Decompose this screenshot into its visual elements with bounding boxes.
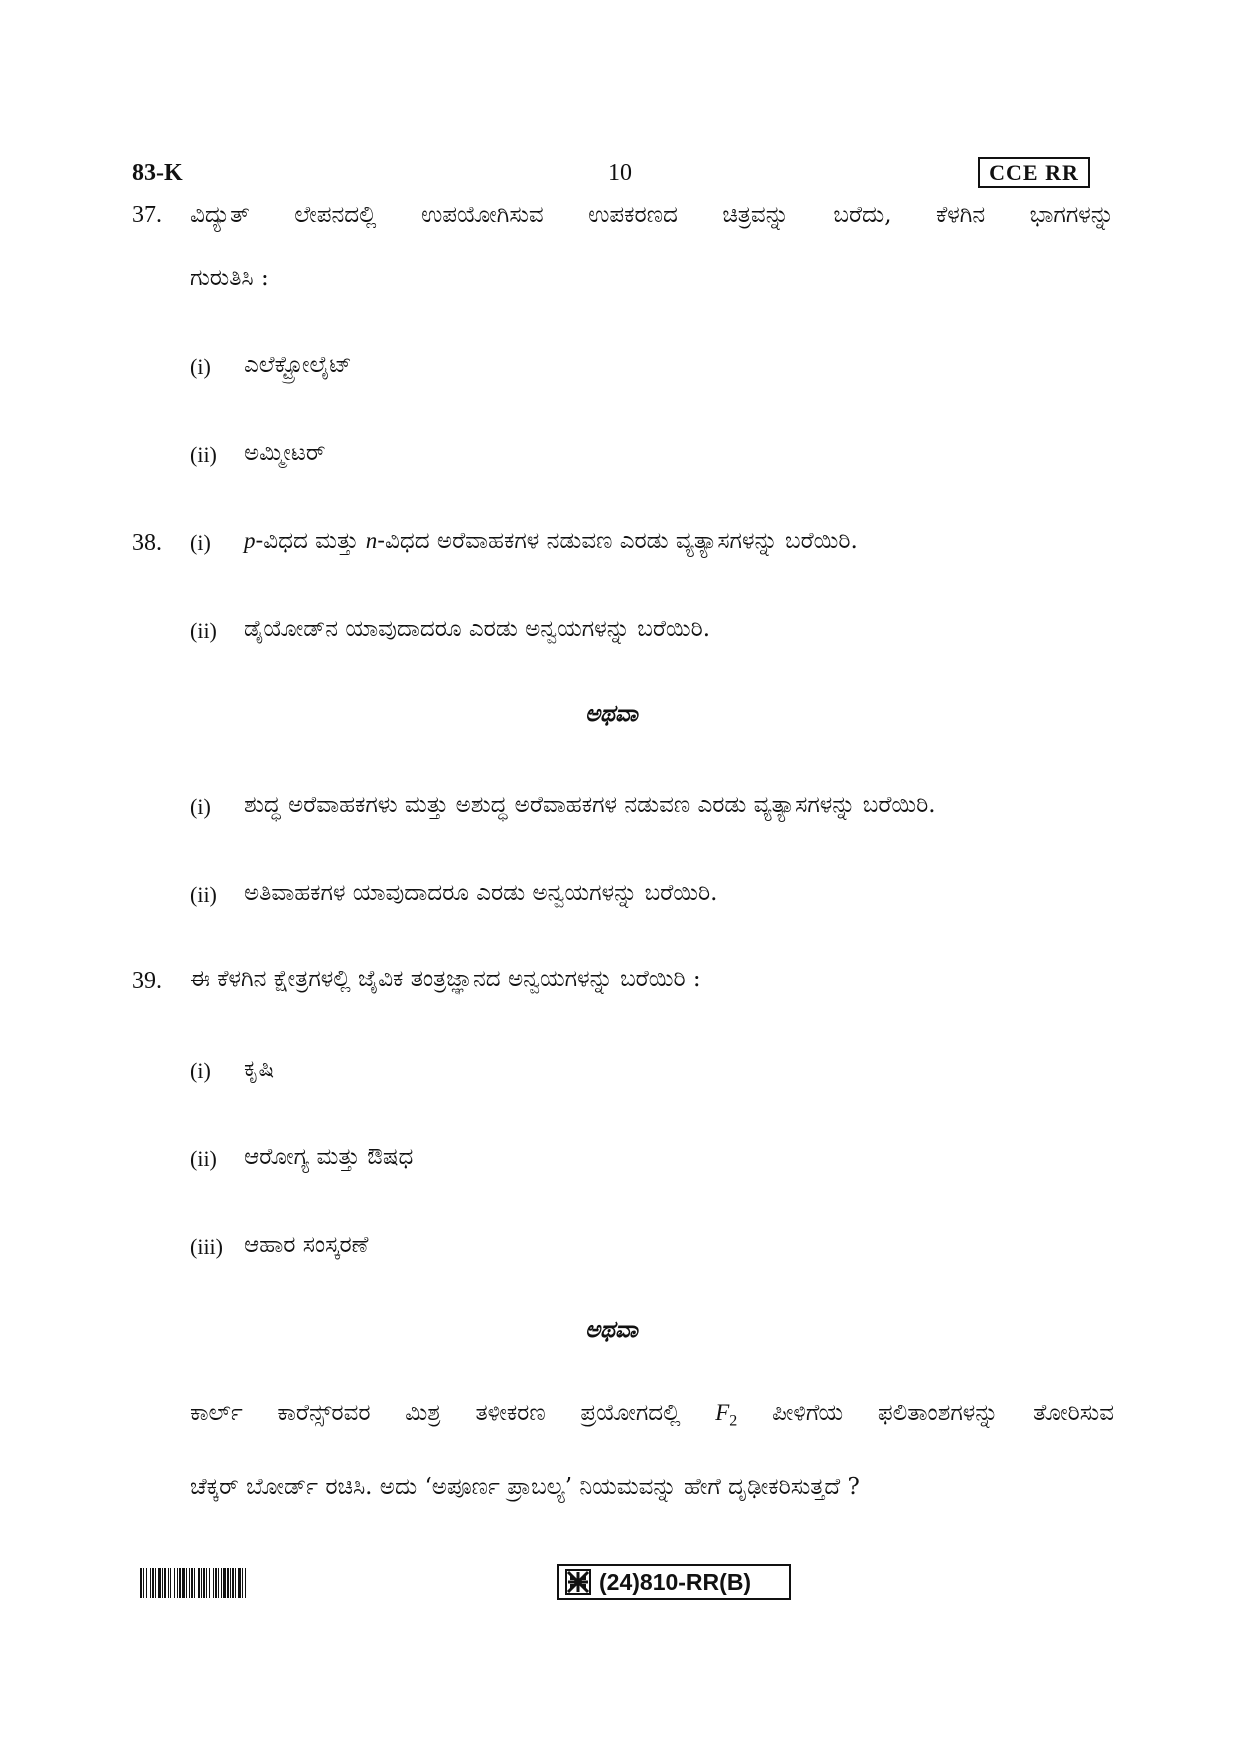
question-38-number: 38. (132, 530, 162, 556)
or-separator: ಅಥವಾ (585, 700, 638, 727)
f2-symbol: $F_2$ (715, 1400, 738, 1430)
question-39-item-label: (iii) (190, 1234, 223, 1259)
question-39-number: 39. (132, 968, 162, 994)
question-37-line1: ವಿದ್ಯುತ್ ಲೇಪನದಲ್ಲಿ ಉಪಯೋಗಿಸುವ ಉಪಕರಣದ ಚಿತ್ರವನ್ನು ಬರೆದು, ಕೆಳಗಿನ ಭಾಗಗಳನ್ನು (190, 202, 1114, 228)
question-39-alt-line2: ಚೆಕ್ಕರ್ ಬೋರ್ಡ್ ರಚಿಸಿ. ಅದು ‘ಅಪೂರ್ಣ ಪ್ರಾಬಲ್ಯ’ ನಿಯಮವನ್ನು ಹೇಗೆ ದೃಢೀಕರಿಸುತ್ತದೆ ? (190, 1474, 860, 1500)
booklet-code-box (557, 1564, 791, 1600)
question-38-alt-item-text: ಅತಿವಾಹಕಗಳ ಯಾವುದಾದರೂ ಎರಡು ಅನ್ವಯಗಳನ್ನು ಬರೆಯಿರಿ. (244, 880, 718, 906)
exam-board-logo-icon (565, 1569, 591, 1595)
paper-code: 83-K (132, 160, 183, 186)
question-37-item-label: (i) (190, 354, 211, 379)
barcode (140, 1568, 372, 1598)
question-39-item-label: (ii) (190, 1146, 217, 1171)
question-38-item-text: ಡೈಯೋಡ್‌ನ ಯಾವುದಾದರೂ ಎರಡು ಅನ್ವಯಗಳನ್ನು ಬರೆಯಿರಿ. (244, 616, 711, 642)
question-38-item-label: (i) (190, 530, 211, 555)
question-37-item-label: (ii) (190, 442, 217, 467)
n-type-symbol: n (365, 528, 378, 553)
question-39-item-text: ಕೃಷಿ (244, 1056, 275, 1082)
question-38-alt-item-label: (i) (190, 794, 211, 819)
barcode-bar (246, 1568, 247, 1598)
page-number: 10 (608, 160, 632, 186)
question-38-item-label: (ii) (190, 618, 217, 643)
or-separator: ಅಥವಾ (585, 1316, 638, 1343)
p-type-symbol: p (244, 528, 256, 553)
q38-text-part1: -ವಿಧದ ಮತ್ತು (255, 528, 366, 554)
question-38-item-text (244, 528, 858, 554)
question-39-text: ಈ ಕೆಳಗಿನ ಕ್ಷೇತ್ರಗಳಲ್ಲಿ ಜೈವಿಕ ತಂತ್ರಜ್ಞಾನದ ಅನ್ವಯಗಳನ್ನು ಬರೆಯಿರಿ : (190, 966, 701, 992)
question-38-alt-item-text: ಶುದ್ಧ ಅರೆವಾಹಕಗಳು ಮತ್ತು ಅಶುದ್ಧ ಅರೆವಾಹಕಗಳ ನಡುವಣ ಎರಡು ವ್ಯತ್ಯಾಸಗಳನ್ನು ಬರೆಯಿರಿ. (244, 792, 936, 818)
alt-line1-part1: ಕಾರ್ಲ್ ಕಾರೆನ್ಸ್‌ರವರ ಮಿಶ್ರ ತಳೀಕರಣ ಪ್ರಯೋಗದಲ್ಲಿ (190, 1400, 716, 1426)
q38-text-part2: -ವಿಧದ ಅರೆವಾಹಕಗಳ ನಡುವಣ ಎರಡು ವ್ಯತ್ಯಾಸಗಳನ್ನು ಬರೆಯಿರಿ. (377, 528, 858, 554)
question-39-item-label: (i) (190, 1058, 211, 1083)
booklet-code: (24)810-RR(B) (599, 1568, 752, 1595)
question-39-item-text: ಆಹಾರ ಸಂಸ್ಕರಣೆ (244, 1232, 369, 1258)
question-37-item-text: ಎಲೆಕ್ಟ್ರೋಲೈಟ್ (244, 352, 352, 378)
question-39-alt-line1 (190, 1400, 1114, 1431)
question-37-line2: ಗುರುತಿಸಿ : (190, 265, 269, 291)
alt-line1-part2: ಪೀಳಿಗೆಯ ಫಲಿತಾಂಶಗಳನ್ನು ತೋರಿಸುವ (737, 1400, 1115, 1426)
question-37-item-text: ಅಮ್ಮೀಟರ್ (244, 440, 326, 466)
question-38-alt-item-label: (ii) (190, 882, 217, 907)
question-37-number: 37. (132, 202, 162, 228)
question-39-item-text: ಆರೋಗ್ಯ ಮತ್ತು ಔಷಧ (244, 1144, 414, 1170)
exam-tag: CCE RR (978, 157, 1090, 188)
